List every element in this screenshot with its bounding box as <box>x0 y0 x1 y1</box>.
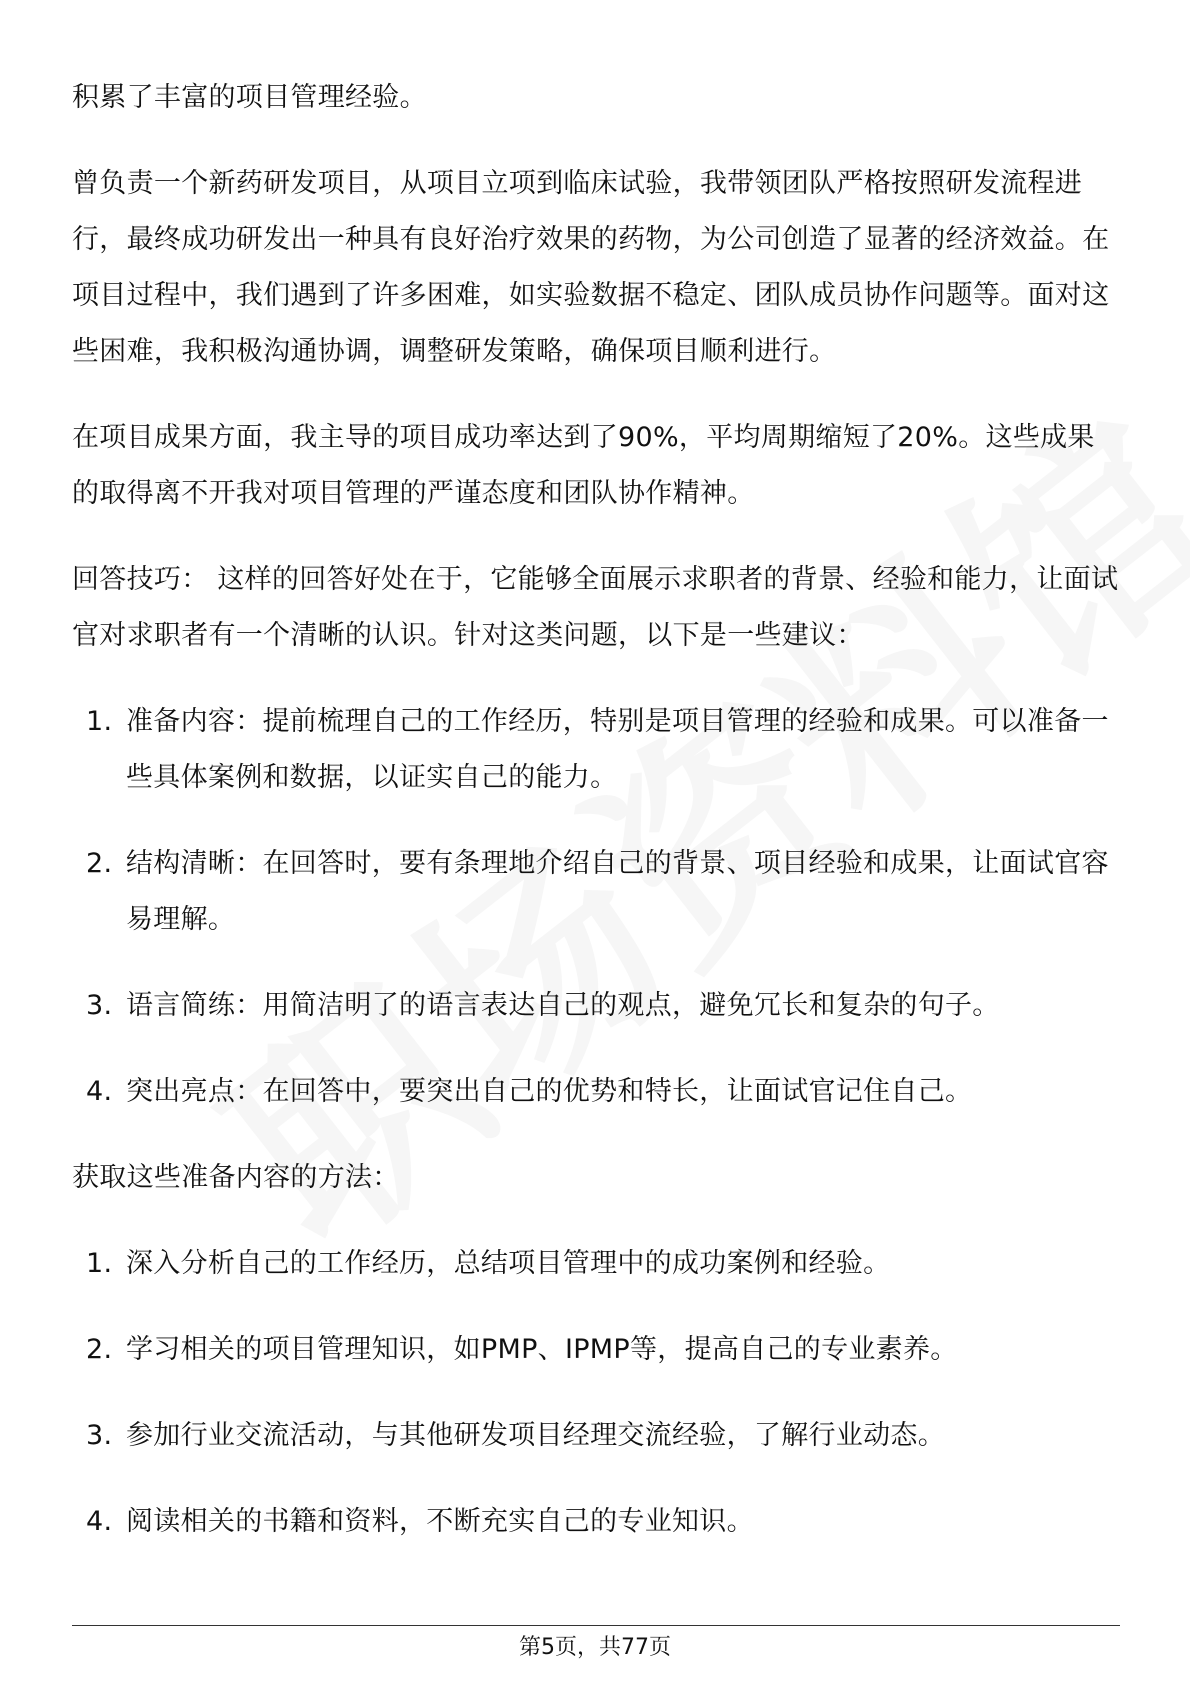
list-item <box>72 836 1120 948</box>
paragraph-2: 曾负责一个新药研发项目，从项目立项到临床试验，我带领团队严格按照研发流程进行，最终成功研发出一种具有良好治疗效果的药物，为公司创造了显著的经济效益。在项目过程中，我们遇到了许多困难，如实验数据不稳定、团队成员协作问题等。面对这些困难，我积极沟通协调，调整研发策略，确保项目顺利进行。 <box>72 168 1110 367</box>
list-text: 结构清晰：在回答时，要有条理地介绍自己的背景、项目经验和成果，让面试官容易理解。 <box>126 848 1109 935</box>
methods-list <box>72 1236 1120 1550</box>
document-body <box>72 70 1120 1550</box>
paragraph-3: 在项目成果方面，我主导的项目成功率达到了90%，平均周期缩短了20%。这些成果的取得离不开我对项目管理的严谨态度和团队协作精神。 <box>72 422 1095 509</box>
list-item <box>72 978 1120 1034</box>
list-number: 4. <box>86 1506 113 1537</box>
list-text: 学习相关的项目管理知识，如PMP、IPMP等，提高自己的专业素养。 <box>126 1334 958 1365</box>
tips-list <box>72 694 1120 1120</box>
list-text: 语言简练：用简洁明了的语言表达自己的观点，避免冗长和复杂的句子。 <box>126 990 1000 1021</box>
list-item <box>72 694 1120 806</box>
list-item <box>72 1236 1120 1292</box>
list-text: 准备内容：提前梳理自己的工作经历，特别是项目管理的经验和成果。可以准备一些具体案例和数据，以证实自己的能力。 <box>126 706 1109 793</box>
list-number: 3. <box>86 990 113 1021</box>
list-number: 2. <box>86 848 113 879</box>
methods-heading: 获取这些准备内容的方法： <box>72 1162 400 1193</box>
list-item <box>72 1322 1120 1378</box>
list-number: 3. <box>86 1420 113 1451</box>
footer-divider <box>72 1625 1120 1626</box>
page-number: 第5页，共77页 <box>519 1635 671 1660</box>
list-text: 突出亮点：在回答中，要突出自己的优势和特长，让面试官记住自己。 <box>126 1076 973 1107</box>
list-text: 深入分析自己的工作经历，总结项目管理中的成功案例和经验。 <box>126 1248 891 1279</box>
list-text: 阅读相关的书籍和资料，不断充实自己的专业知识。 <box>126 1506 754 1537</box>
list-number: 1. <box>86 706 113 737</box>
paragraph-1: 积累了丰富的项目管理经验。 <box>72 82 427 113</box>
list-item <box>72 1494 1120 1550</box>
list-item <box>72 1408 1120 1464</box>
paragraph-4: 回答技巧： 这样的回答好处在于，它能够全面展示求职者的背景、经验和能力，让面试官对求职者有一个清晰的认识。针对这类问题，以下是一些建议： <box>72 564 1119 651</box>
list-number: 2. <box>86 1334 113 1365</box>
list-text: 参加行业交流活动，与其他研发项目经理交流经验，了解行业动态。 <box>126 1420 945 1451</box>
list-number: 1. <box>86 1248 113 1279</box>
list-item <box>72 1064 1120 1120</box>
list-number: 4. <box>86 1076 113 1107</box>
